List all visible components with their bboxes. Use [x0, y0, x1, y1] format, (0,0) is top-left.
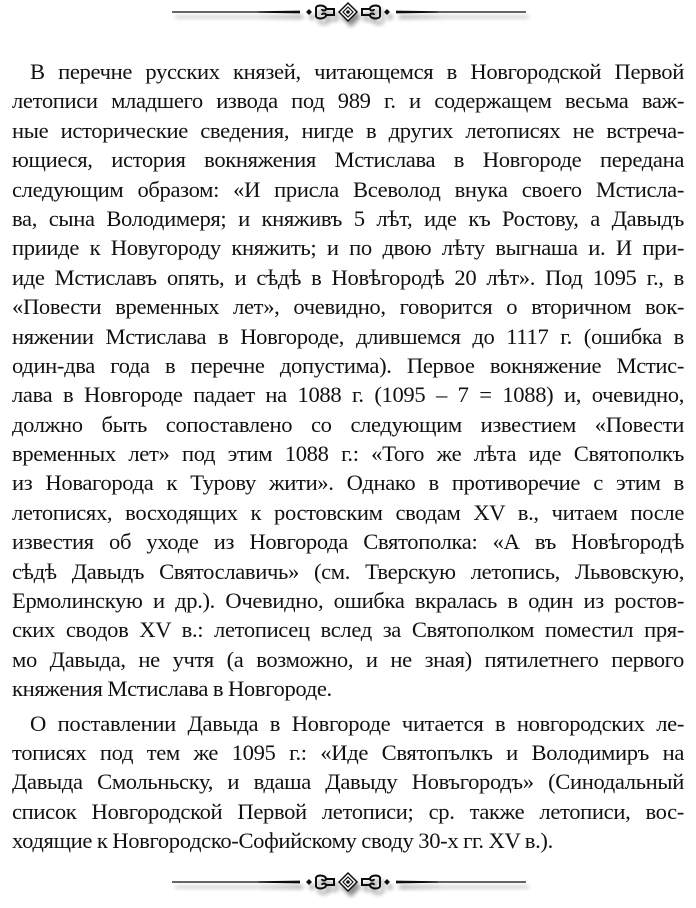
text-line: ные исторические сведения, нигде в других летописях не встреча- [12, 117, 684, 143]
text-line: Ермолинскую и др.). Очевидно, ошибка вкралась в один из ростов- [12, 588, 684, 614]
text-line: ющиеся, история вокняжения Мстислава в Новгороде передана [12, 147, 684, 173]
paragraph-2 [12, 709, 684, 856]
document-body [12, 57, 684, 856]
text-line: ходящие к Новгородско-Софийскому своду 30-х гг. XV в.). [12, 828, 553, 854]
text-line: тописях под тем же 1095 г.: «Иде Святопълкъ и Володимиръ на [12, 739, 684, 765]
paragraph-1 [12, 57, 684, 704]
text-line: няжении Мстислава в Новгороде, длившемся до 1117 г. (ошибка в [12, 323, 684, 349]
text-line: Давыда Смольньску, и вдаша Давыду Новъгородъ» (Синодальный [12, 769, 684, 795]
ornamental-divider-top [0, 2, 696, 32]
text-line: «Повести временных лет», очевидно, говорится о вторичном вок- [12, 294, 684, 320]
text-line: иде Мстиславъ опять, и сѣдѣ в Новѣгородѣ 20 лѣт». Под 1095 г., в [12, 264, 684, 290]
text-line: сѣдѣ Давыдъ Святославичь» (см. Тверскую летопись, Львовскую, [12, 558, 684, 584]
text-line: ских сводов XV в.: летописец вслед за Святополком поместил пря- [12, 617, 684, 643]
text-line: летописях, восходящих к ростовским сводам XV в., читаем после [12, 499, 684, 525]
text-line: летописи младшего извода под 989 г. и содержащем весьма важ- [12, 88, 684, 114]
text-line: следующим образом: «И присла Всеволод внука своего Мстисла- [12, 176, 684, 202]
text-line: лава в Новгороде падает на 1088 г. (1095 – 7 = 1088) и, очевидно, [12, 382, 684, 408]
text-line: временных лет» под этим 1088 г.: «Того же лѣта иде Святополкъ [12, 441, 684, 467]
text-line: мо Давыда, не учтя (а возможно, и не зная) пятилетнего первого [12, 646, 684, 672]
text-line: из Новагорода к Турову жити». Однако в противоречие с этим в [12, 470, 684, 496]
text-line: прииде к Новугороду княжить; и по двою лѣту выгнаша и. И при- [12, 235, 684, 261]
text-line: один-два года в перечне допустима). Первое вокняжение Мстис- [12, 352, 684, 378]
text-line: должно быть сопоставлено со следующим известием «Повести [12, 411, 684, 437]
text-line: ва, сына Володимеря; и княживъ 5 лѣт, иде къ Ростову, а Давыдъ [12, 205, 684, 231]
text-line: княжения Мстислава в Новгороде. [12, 676, 332, 702]
text-line: В перечне русских князей, читающемся в Новгородской Первой [30, 59, 684, 84]
ornamental-divider-bottom [0, 872, 696, 902]
text-line: список Новгородской Первой летописи; ср. также летописи, вос- [12, 798, 684, 824]
ornament-icon [0, 872, 696, 902]
text-line: О поставлении Давыда в Новгороде читается в новгородских ле- [30, 710, 684, 736]
text-line: известия об уходе из Новгорода Святополка: «А въ Новѣгородѣ [12, 529, 684, 555]
ornament-icon [0, 2, 696, 32]
